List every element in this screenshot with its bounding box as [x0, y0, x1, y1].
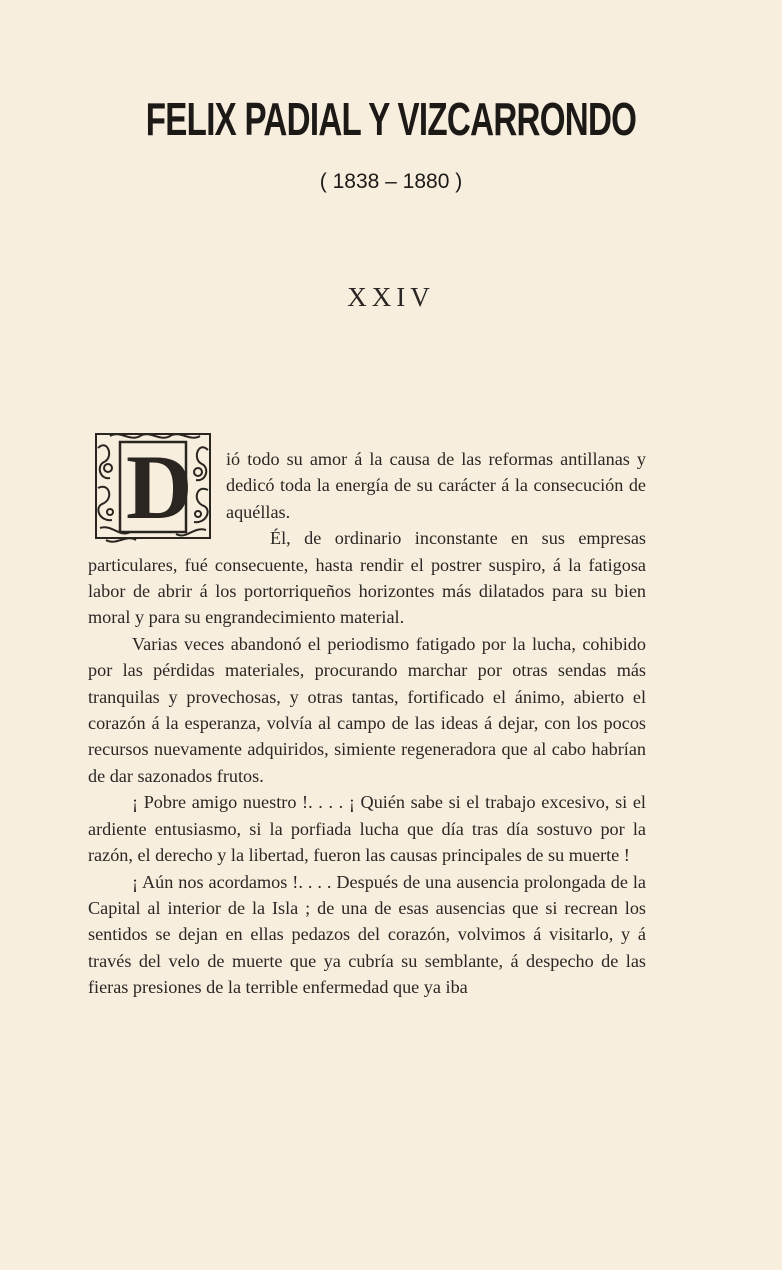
paragraph-5: ¡ Aún nos acordamos !. . . . Después de una ausencia prolongada de la Capital al interior de la Isla ; de una de esas ausencias que si recrean los sentidos se dejan en ellas pedazos del corazón, volvimos á visitarlo, y á través del velo de muerte que ya cubría su semblante, á despecho de las fieras presiones de la terrible enfermedad que ya iba: [88, 871, 646, 998]
paragraph-3: Varias veces abandonó el periodismo fatigado por la lucha, cohibido por las pérdidas materiales, procurando marchar por otras sendas más tranquilas y provechosas, y otras tantas, fortificado el ánimo, abierto el corazón á la esperanza, volvía al campo de las ideas á dejar, con los pocos recursos nuevamente adquiridos, simiente regeneradora que al cabo habrían de dar sazonados frutos.: [88, 633, 646, 786]
paragraph-2: Él, de ordinario inconstante en sus empresas particulares, fué consecuente, hasta rendir el postrer suspiro, á la fatigosa labor de abrir á los portorriqueños horizontes más dilatados para su bien moral y para su engrandecimiento material.: [88, 528, 646, 628]
life-dates: ( 1838 – 1880 ): [319, 170, 463, 193]
dropcap-letter: D: [126, 436, 193, 538]
body-text: [88, 436, 646, 1001]
paragraph-4: ¡ Pobre amigo nuestro !. . . . ¡ Quién sabe si el trabajo excesivo, si el ardiente entusiasmo, si la porfiada lucha que día tras día sostuvo por la razón, el derecho y la libertad, fueron las causas principales de su muerte !: [88, 792, 646, 866]
paragraph-1: ió todo su amor á la causa de las reformas antillanas y dedicó toda la energía de su carácter á la consecución de aquéllas.: [226, 449, 646, 522]
ornate-initial-icon: [90, 428, 216, 548]
page-title: FELIX PADIAL Y VIZCARRONDO: [145, 93, 637, 145]
chapter-number: XXIV: [347, 282, 435, 312]
